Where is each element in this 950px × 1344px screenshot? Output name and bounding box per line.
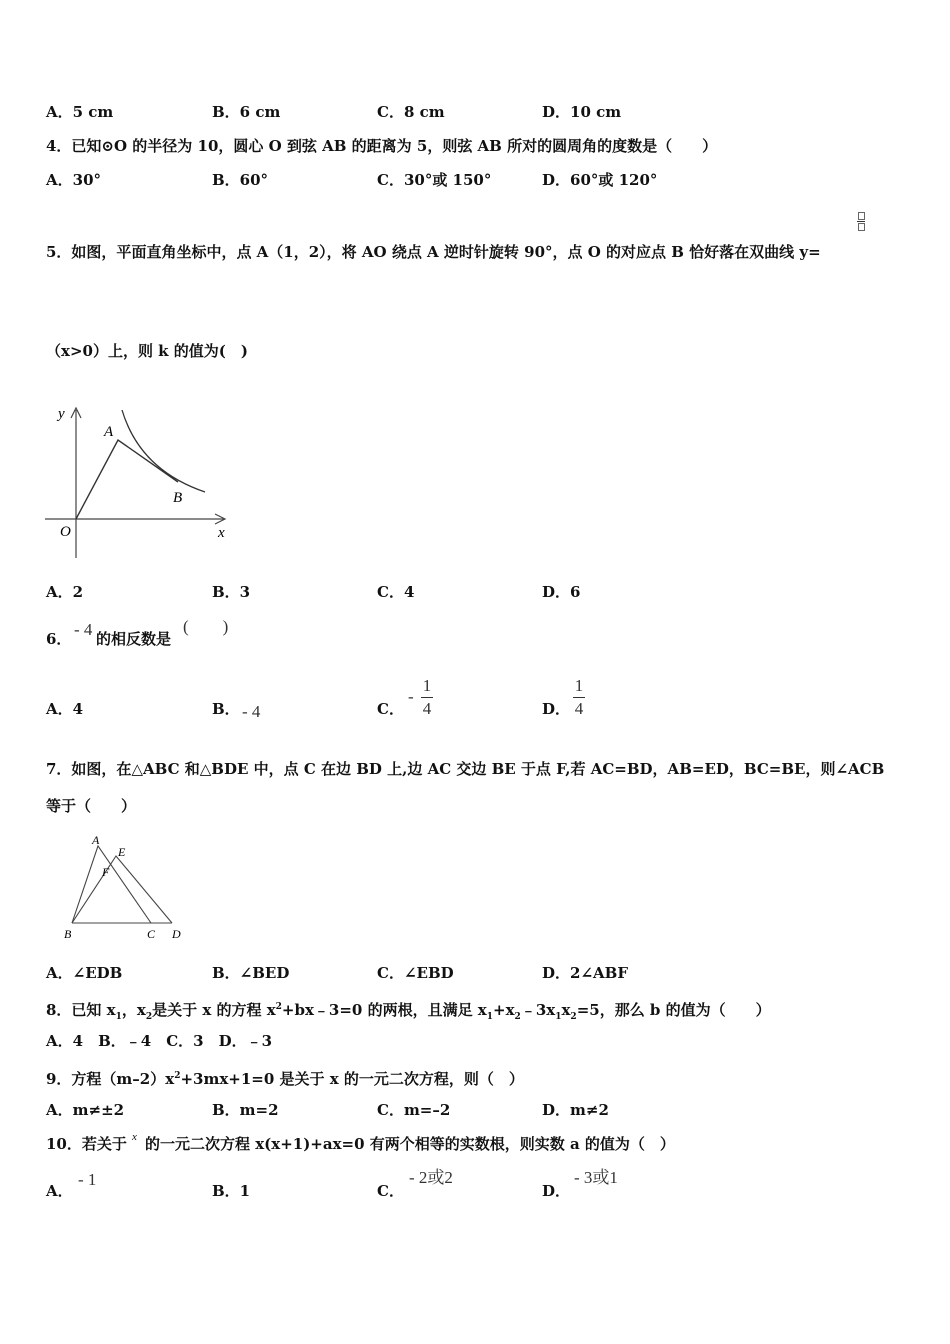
q10-stem: 的一元二次方程 x(x+1)+ax=0 有两个相等的实数根，则实数 a 的值为（ ） [145, 1135, 675, 1153]
q6-c-fraction-bar [421, 697, 433, 698]
q5-coordinate-figure [40, 400, 235, 562]
q4-option-d: D．60°或 120° [542, 171, 658, 189]
q7-stem-continued: 等于（ ） [46, 797, 137, 815]
q5-stem-continued: （x>0）上，则 k 的值为( ) [46, 342, 248, 360]
q7-option-b: B．∠BED [212, 964, 290, 982]
q10-option-b: B．1 [212, 1182, 251, 1200]
q10-option-d-label: D． [542, 1182, 571, 1200]
q6-d-numerator: 1 [574, 676, 584, 695]
triangle-bde [72, 856, 172, 923]
q3-option-b: B．6 cm [212, 103, 281, 121]
q6-paren: ( ) [183, 617, 229, 636]
q6-number: 6． [46, 630, 72, 648]
label-x: x [218, 525, 225, 541]
label-b: B [173, 490, 183, 506]
label-o: O [60, 524, 71, 540]
q5-option-a: A．2 [46, 583, 84, 601]
q4-option-b: B．60° [212, 171, 269, 189]
q7-option-d: D．2∠ABF [542, 964, 628, 982]
q7-option-c: C．∠EBD [377, 964, 454, 982]
label-e: E [118, 845, 126, 859]
q9-option-a: A．m≠±2 [46, 1101, 125, 1119]
label-d: D [172, 927, 181, 941]
q6-c-numerator: 1 [422, 676, 432, 695]
q5-option-d: D．6 [542, 583, 581, 601]
q10-option-a-label: A． [46, 1182, 73, 1200]
q10-option-c-label: C． [377, 1182, 404, 1200]
q10-option-a-value: - 1 [78, 1170, 97, 1189]
label-a: A [104, 424, 114, 440]
q5-option-c: C．4 [377, 583, 415, 601]
q6-option-b-value: - 4 [242, 702, 261, 721]
q9-option-c: C．m=–2 [377, 1101, 451, 1119]
q4-option-c: C．30°或 150° [377, 171, 492, 189]
q3-option-c: C．8 cm [377, 103, 445, 121]
q6-option-a: A．4 [46, 700, 84, 718]
q9-stem: 9．方程$(m-2)x^2+3mx+1=0$ 是关于 x 的一元二次方程，则（ ） [46, 1070, 524, 1088]
q6-option-b-label: B． [212, 700, 240, 718]
q9-option-b: B．m=2 [212, 1101, 279, 1119]
q6-option-c-sign: - [408, 687, 414, 706]
q8-options: A．4 B．﹣4 C．3 D．﹣3 [46, 1032, 273, 1050]
k-over-x-fraction-icon [857, 212, 865, 231]
q6-option-d-label: D． [542, 700, 571, 718]
q7-triangle-figure [58, 830, 188, 945]
q10-option-d-value: - 3或1 [574, 1168, 618, 1187]
q10-option-c-value: - 2或2 [409, 1168, 453, 1187]
q5-stem: 5．如图，平面直角坐标中，点 A（1，2），将 AO 绕点 A 逆时针旋转 90°，点 O 的对应点 B 恰好落在双曲线 y= [46, 243, 821, 261]
label-a: A [92, 833, 100, 847]
q6-c-denominator: 4 [422, 699, 432, 718]
q6-expression: - 4 [74, 620, 93, 639]
label-y: y [58, 406, 65, 422]
q7-option-a: A．∠EDB [46, 964, 123, 982]
label-b: B [64, 927, 72, 941]
q7-stem: 7．如图，在△ABC 和△BDE 中，点 C 在边 BD 上,边 AC 交边 BE 于点 F,若 AC=BD，AB=ED，BC=BE，则∠ACB [46, 760, 885, 778]
label-c: C [147, 927, 156, 941]
q10-stem-pre: 10．若关于 [46, 1135, 127, 1153]
q6-option-d-fraction [573, 676, 585, 719]
q3-option-d: D．10 cm [542, 103, 622, 121]
q6-stem: 的相反数是 [96, 630, 172, 648]
q5-option-b: B．3 [212, 583, 251, 601]
q3-option-a: A．5 cm [46, 103, 114, 121]
q8-stem: 8．已知 $x_1$，$x_2$是关于 x 的方程 $x^2+bx﹣3=0$ 的两根，且满足 $x_1+x_2﹣3x_1x_2=5$，那么 b 的值为（ ） [46, 1001, 771, 1022]
q6-option-c-fraction [421, 676, 433, 719]
q6-d-fraction-bar [573, 697, 585, 698]
q4-option-a: A．30° [46, 171, 102, 189]
q6-option-c-label: C． [377, 700, 404, 718]
q10-variable: x [132, 1131, 137, 1143]
q6-d-denominator: 4 [574, 699, 584, 718]
label-f: F [102, 865, 110, 879]
q9-option-d: D．m≠2 [542, 1101, 609, 1119]
segment-o-a-b [76, 440, 178, 519]
q4-stem: 4．已知⊙O 的半径为 10，圆心 O 到弦 AB 的距离为 5，则弦 AB 所对的圆周角的度数是（ ） [46, 137, 718, 155]
